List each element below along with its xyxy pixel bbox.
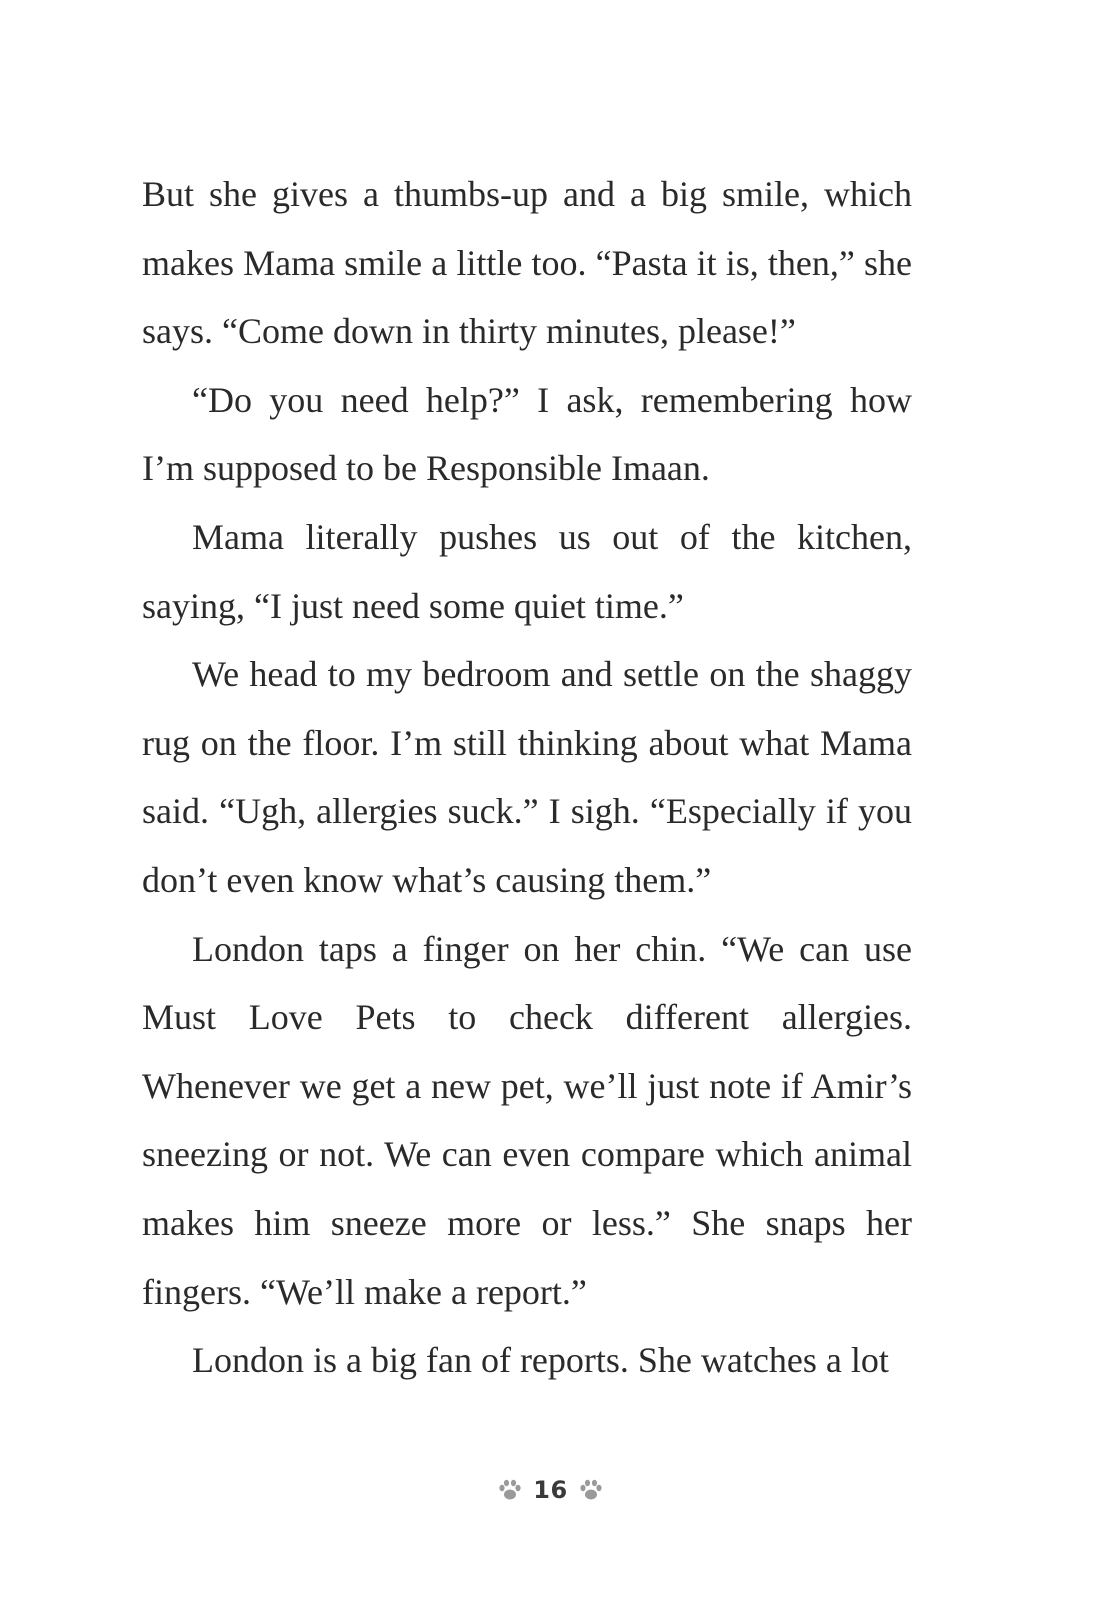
- page-number: 16: [533, 1476, 568, 1504]
- paw-print-icon: [497, 1477, 523, 1503]
- paragraph-4: We head to my bedroom and settle on the shaggy rug on the floor. I’m still thinking about what Mama said. “Ugh, allergies suck.” I sigh. “Especially if you don’t even know what’s causing them.”: [142, 654, 912, 900]
- paw-print-icon: [578, 1477, 604, 1503]
- paragraph-1: But she gives a thumbs-up and a big smile, which makes Mama smile a little too. “Pasta it is, then,” she says. “Come down in thirty minutes, please!”: [142, 174, 912, 352]
- paragraph-5: London taps a finger on her chin. “We can use Must Love Pets to check different allergies. Whenever we get a new pet, we’ll just note if Amir’s sneezing or not. We can even compare which animal makes him sneeze more or less.” She snaps her fingers. “We’ll make a report.”: [142, 928, 912, 1312]
- paragraph-6: London is a big fan of reports. She watches a lot: [192, 1340, 889, 1381]
- paragraph-3: Mama literally pushes us out of the kitchen, saying, “I just need some quiet time.”: [142, 516, 912, 626]
- body-text: [142, 160, 912, 1395]
- page-footer: [0, 1470, 1101, 1510]
- paragraph-2: “Do you need help?” I ask, remembering how I’m supposed to be Responsible Imaan.: [142, 379, 912, 489]
